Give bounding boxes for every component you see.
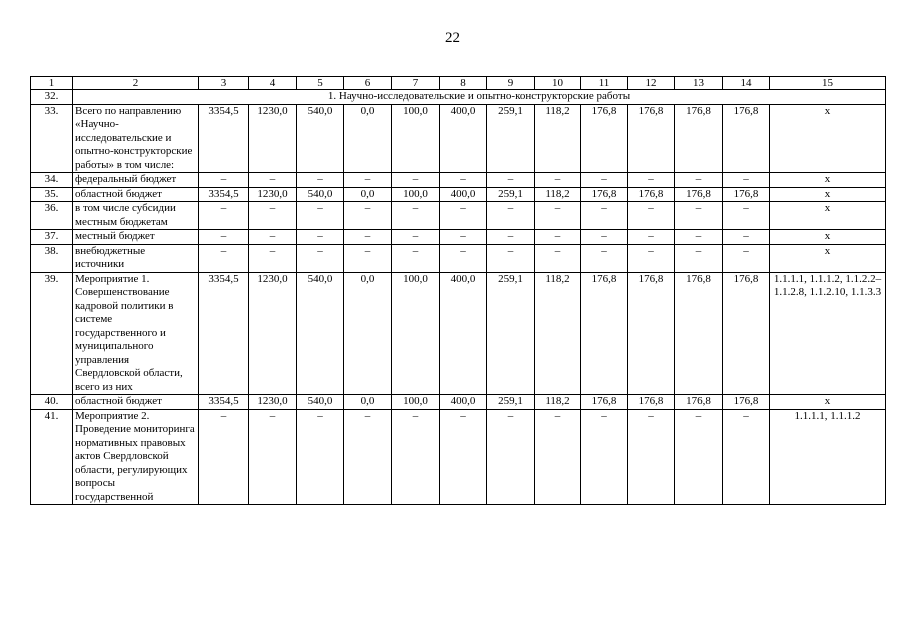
value-cell: 176,8: [628, 395, 675, 410]
target-indicators: 1.1.1.1, 1.1.1.2: [770, 409, 886, 505]
row-number: 35.: [31, 187, 73, 202]
value-cell: 100,0: [392, 395, 440, 410]
value-cell: 400,0: [440, 187, 487, 202]
value-cell: 176,8: [675, 272, 723, 395]
value-cell: 176,8: [723, 395, 770, 410]
table-row: [31, 202, 886, 230]
value-cell: –: [581, 202, 628, 230]
table-row: [31, 230, 886, 245]
column-header: 7: [392, 77, 440, 90]
value-cell: 176,8: [723, 187, 770, 202]
value-cell: –: [249, 173, 297, 188]
table-row: [31, 187, 886, 202]
value-cell: –: [344, 230, 392, 245]
target-indicators: x: [770, 244, 886, 272]
value-cell: 176,8: [675, 104, 723, 173]
section-title: 1. Научно-исследовательские и опытно-конструкторские работы: [73, 90, 886, 105]
value-cell: –: [440, 244, 487, 272]
value-cell: –: [628, 409, 675, 505]
value-cell: –: [723, 173, 770, 188]
row-number: 40.: [31, 395, 73, 410]
column-header: 9: [487, 77, 535, 90]
row-label: областной бюджет: [73, 395, 199, 410]
value-cell: 400,0: [440, 104, 487, 173]
value-cell: 176,8: [723, 104, 770, 173]
row-number: 32.: [31, 90, 73, 105]
value-cell: 3354,5: [199, 272, 249, 395]
value-cell: –: [297, 409, 344, 505]
value-cell: –: [535, 202, 581, 230]
value-cell: –: [249, 202, 297, 230]
value-cell: 540,0: [297, 187, 344, 202]
value-cell: 118,2: [535, 187, 581, 202]
value-cell: 400,0: [440, 272, 487, 395]
budget-table: [30, 76, 886, 505]
row-label: областной бюджет: [73, 187, 199, 202]
value-cell: –: [344, 409, 392, 505]
value-cell: 100,0: [392, 187, 440, 202]
column-header: 5: [297, 77, 344, 90]
value-cell: 1230,0: [249, 104, 297, 173]
value-cell: –: [487, 409, 535, 505]
page-number: 22: [445, 30, 460, 46]
value-cell: –: [344, 173, 392, 188]
value-cell: –: [723, 244, 770, 272]
column-header: 10: [535, 77, 581, 90]
value-cell: –: [535, 230, 581, 245]
value-cell: –: [297, 173, 344, 188]
value-cell: –: [675, 409, 723, 505]
value-cell: 259,1: [487, 104, 535, 173]
value-cell: –: [440, 230, 487, 245]
value-cell: –: [487, 244, 535, 272]
target-indicators: x: [770, 395, 886, 410]
value-cell: –: [535, 409, 581, 505]
value-cell: –: [297, 244, 344, 272]
table-row: [31, 272, 886, 395]
value-cell: –: [581, 173, 628, 188]
value-cell: –: [392, 173, 440, 188]
table-row: [31, 409, 886, 505]
row-number: 38.: [31, 244, 73, 272]
value-cell: 3354,5: [199, 395, 249, 410]
value-cell: 540,0: [297, 272, 344, 395]
table-row: [31, 104, 886, 173]
row-label: внебюджетные источники: [73, 244, 199, 272]
value-cell: –: [675, 173, 723, 188]
value-cell: 100,0: [392, 272, 440, 395]
value-cell: –: [199, 244, 249, 272]
value-cell: 0,0: [344, 272, 392, 395]
value-cell: 0,0: [344, 187, 392, 202]
value-cell: 259,1: [487, 272, 535, 395]
value-cell: 176,8: [581, 104, 628, 173]
value-cell: –: [675, 202, 723, 230]
target-indicators: x: [770, 230, 886, 245]
value-cell: –: [675, 244, 723, 272]
row-label: местный бюджет: [73, 230, 199, 245]
value-cell: –: [344, 244, 392, 272]
value-cell: 176,8: [628, 272, 675, 395]
value-cell: 1230,0: [249, 272, 297, 395]
value-cell: –: [344, 202, 392, 230]
table-row: [31, 244, 886, 272]
value-cell: –: [535, 173, 581, 188]
column-header: 11: [581, 77, 628, 90]
row-number: 34.: [31, 173, 73, 188]
row-number: 36.: [31, 202, 73, 230]
table-body: [31, 77, 886, 505]
value-cell: –: [581, 409, 628, 505]
value-cell: –: [628, 173, 675, 188]
value-cell: –: [392, 244, 440, 272]
value-cell: 259,1: [487, 187, 535, 202]
value-cell: –: [535, 244, 581, 272]
value-cell: –: [723, 409, 770, 505]
value-cell: –: [487, 202, 535, 230]
value-cell: –: [199, 173, 249, 188]
row-label: федеральный бюджет: [73, 173, 199, 188]
value-cell: 176,8: [675, 395, 723, 410]
row-number: 41.: [31, 409, 73, 505]
column-header: 3: [199, 77, 249, 90]
value-cell: 400,0: [440, 395, 487, 410]
value-cell: 3354,5: [199, 187, 249, 202]
row-label: в том числе субсидии местным бюджетам: [73, 202, 199, 230]
target-indicators: x: [770, 187, 886, 202]
value-cell: 0,0: [344, 395, 392, 410]
table-row: [31, 395, 886, 410]
value-cell: –: [199, 230, 249, 245]
value-cell: 176,8: [675, 187, 723, 202]
target-indicators: x: [770, 202, 886, 230]
section-row: [31, 90, 886, 105]
value-cell: –: [440, 173, 487, 188]
table-row: [31, 173, 886, 188]
value-cell: –: [487, 230, 535, 245]
row-label: Мероприятие 2. Проведение мониторинга нормативных правовых актов Свердловской области, регулирующих вопросы государственной: [73, 409, 199, 505]
value-cell: –: [581, 230, 628, 245]
target-indicators: 1.1.1.1, 1.1.1.2, 1.1.2.2–1.1.2.8, 1.1.2.10, 1.1.3.3: [770, 272, 886, 395]
value-cell: 3354,5: [199, 104, 249, 173]
target-indicators: x: [770, 104, 886, 173]
column-header: 14: [723, 77, 770, 90]
value-cell: –: [249, 244, 297, 272]
value-cell: 118,2: [535, 104, 581, 173]
value-cell: 0,0: [344, 104, 392, 173]
column-header: 12: [628, 77, 675, 90]
value-cell: –: [392, 202, 440, 230]
value-cell: –: [723, 230, 770, 245]
value-cell: –: [249, 409, 297, 505]
value-cell: 176,8: [723, 272, 770, 395]
value-cell: –: [628, 244, 675, 272]
row-number: 37.: [31, 230, 73, 245]
row-label: Мероприятие 1. Совершенствование кадровой политики в системе государственного и муниципального управления Свердловской области, всего из них: [73, 272, 199, 395]
target-indicators: x: [770, 173, 886, 188]
value-cell: 100,0: [392, 104, 440, 173]
value-cell: –: [199, 409, 249, 505]
value-cell: –: [249, 230, 297, 245]
column-number-header: [31, 77, 886, 90]
value-cell: 540,0: [297, 395, 344, 410]
value-cell: –: [199, 202, 249, 230]
value-cell: 540,0: [297, 104, 344, 173]
value-cell: –: [392, 409, 440, 505]
value-cell: 259,1: [487, 395, 535, 410]
row-label: Всего по направлению «Научно-исследовательские и опытно-конструкторские работы» в том числе:: [73, 104, 199, 173]
value-cell: –: [581, 244, 628, 272]
value-cell: 176,8: [628, 104, 675, 173]
value-cell: –: [487, 173, 535, 188]
value-cell: –: [440, 409, 487, 505]
value-cell: 176,8: [628, 187, 675, 202]
value-cell: –: [392, 230, 440, 245]
column-header: 13: [675, 77, 723, 90]
value-cell: 1230,0: [249, 395, 297, 410]
row-number: 39.: [31, 272, 73, 395]
value-cell: 176,8: [581, 272, 628, 395]
value-cell: –: [675, 230, 723, 245]
value-cell: 1230,0: [249, 187, 297, 202]
value-cell: –: [297, 202, 344, 230]
value-cell: 176,8: [581, 395, 628, 410]
row-number: 33.: [31, 104, 73, 173]
column-header: 8: [440, 77, 487, 90]
value-cell: –: [723, 202, 770, 230]
value-cell: –: [297, 230, 344, 245]
value-cell: –: [440, 202, 487, 230]
column-header: 1: [31, 77, 73, 90]
value-cell: 118,2: [535, 272, 581, 395]
column-header: 6: [344, 77, 392, 90]
value-cell: –: [628, 230, 675, 245]
column-header: 15: [770, 77, 886, 90]
column-header: 4: [249, 77, 297, 90]
column-header: 2: [73, 77, 199, 90]
value-cell: 118,2: [535, 395, 581, 410]
value-cell: –: [628, 202, 675, 230]
value-cell: 176,8: [581, 187, 628, 202]
